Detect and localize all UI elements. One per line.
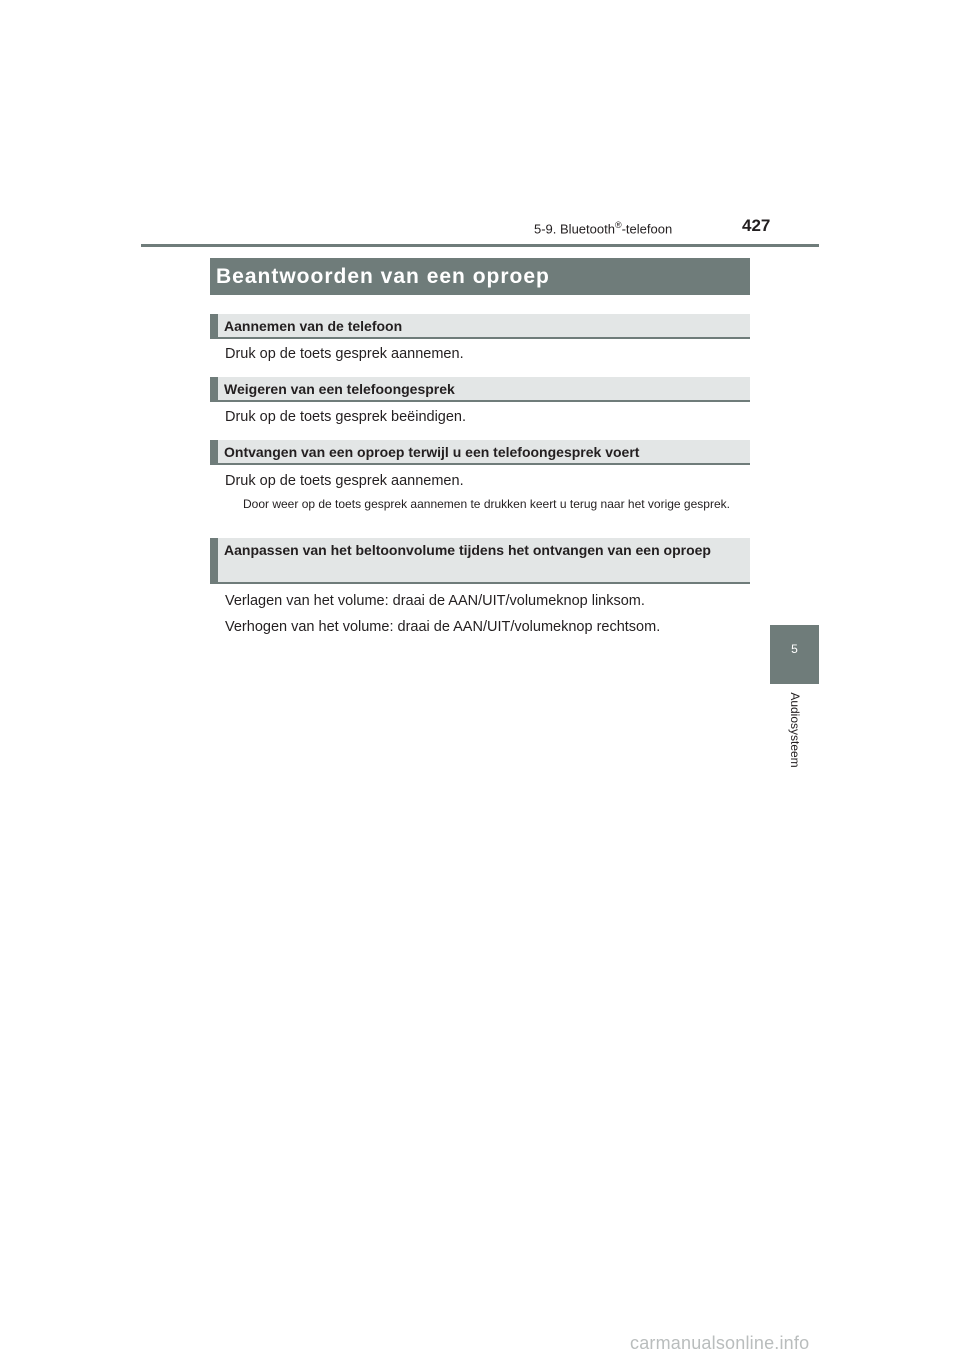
page-title: Beantwoorden van een oproep — [210, 258, 750, 295]
section-prefix: 5-9. Bluetooth — [534, 221, 615, 237]
registered-mark: ® — [614, 220, 622, 230]
section-body-call-waiting: Druk op de toets gesprek aannemen. — [225, 473, 464, 489]
section-body-answer: Druk op de toets gesprek aannemen. — [225, 346, 464, 362]
section-heading-call-waiting: Ontvangen van een oproep terwijl u een telefoongesprek voert — [210, 440, 750, 465]
section-heading-reject: Weigeren van een telefoongesprek — [210, 377, 750, 402]
section-heading-answer: Aannemen van de telefoon — [210, 314, 750, 339]
section-body-volume-up: Verhogen van het volume: draai de AAN/UIT/volumeknop rechtsom. — [225, 619, 661, 635]
section-heading-ringtone-volume: Aanpassen van het beltoonvolume tijdens het ontvangen van een oproep — [210, 538, 750, 584]
chapter-tab[interactable]: 5 — [770, 625, 819, 684]
page-number: 427 — [742, 216, 771, 235]
section-suffix: -telefoon — [621, 221, 673, 237]
section-body-volume-down: Verlagen van het volume: draai de AAN/UIT/volumeknop linksom. — [225, 593, 645, 609]
header-divider — [141, 244, 819, 247]
section-note-call-waiting: Door weer op de toets gesprek aannemen te drukken keert u terug naar het vorige gesprek. — [243, 497, 730, 511]
chapter-label: Audiosysteem — [788, 692, 802, 768]
watermark: carmanualsonline.info — [630, 1333, 810, 1353]
section-breadcrumb — [534, 220, 672, 236]
section-body-reject: Druk op de toets gesprek beëindigen. — [225, 409, 467, 425]
